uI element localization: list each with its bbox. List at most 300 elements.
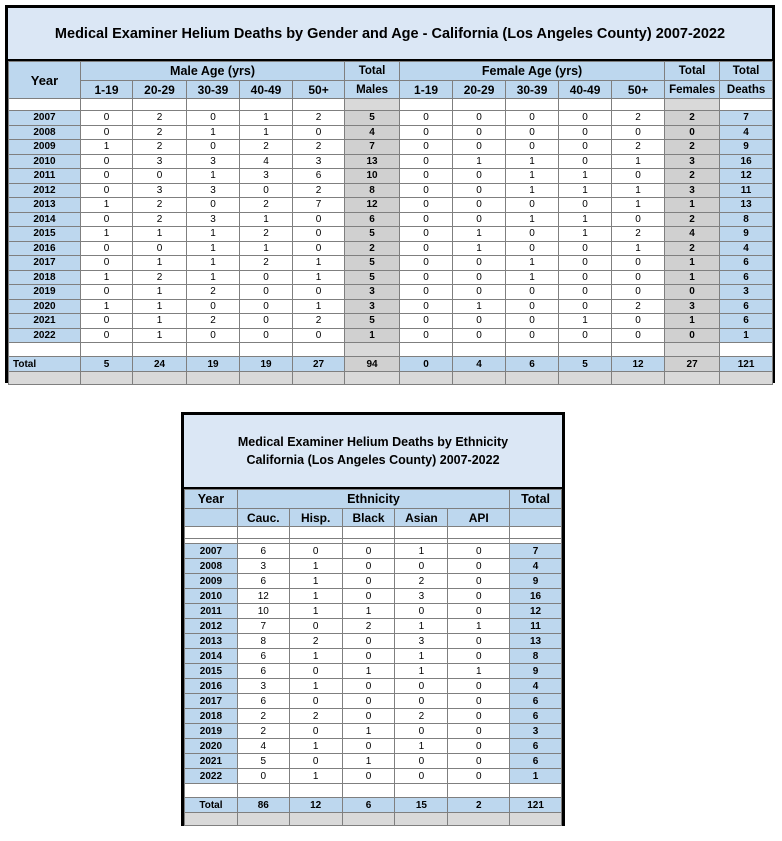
year-header: Year bbox=[9, 62, 81, 99]
female-value: 0 bbox=[400, 183, 453, 198]
ethnicity-value: 2 bbox=[237, 724, 289, 739]
male-value: 3 bbox=[187, 183, 240, 198]
male-value: 0 bbox=[133, 169, 187, 184]
female-age-band: 50+ bbox=[612, 81, 665, 99]
female-value: 0 bbox=[612, 169, 665, 184]
blank-cell bbox=[293, 99, 345, 111]
female-value: 0 bbox=[559, 125, 612, 140]
female-value: 0 bbox=[453, 314, 506, 329]
female-value: 0 bbox=[400, 227, 453, 242]
footer-cell bbox=[559, 372, 612, 385]
female-value: 0 bbox=[453, 111, 506, 126]
male-value: 2 bbox=[187, 314, 240, 329]
male-value: 0 bbox=[187, 140, 240, 155]
table-row bbox=[185, 589, 562, 604]
total-deaths-value: 11 bbox=[720, 183, 773, 198]
year-cell: 2017 bbox=[185, 694, 238, 709]
ethnicity-column-header: Cauc. bbox=[237, 509, 289, 527]
ethnicity-value: 0 bbox=[237, 769, 289, 784]
male-value: 0 bbox=[81, 125, 133, 140]
total-value: 6 bbox=[510, 709, 562, 724]
blank-cell bbox=[293, 343, 345, 357]
year-cell: 2015 bbox=[9, 227, 81, 242]
female-value: 0 bbox=[506, 314, 559, 329]
footer-row bbox=[9, 372, 773, 385]
footer-cell bbox=[342, 813, 395, 826]
male-value: 0 bbox=[81, 169, 133, 184]
ethnicity-value: 1 bbox=[395, 664, 448, 679]
male-total: 24 bbox=[133, 357, 187, 372]
female-value: 0 bbox=[506, 285, 559, 300]
male-value: 0 bbox=[293, 285, 345, 300]
total-females-value: 4 bbox=[665, 227, 720, 242]
female-value: 0 bbox=[400, 140, 453, 155]
total-deaths-value: 6 bbox=[720, 256, 773, 271]
male-value: 2 bbox=[293, 183, 345, 198]
blank-cell bbox=[345, 99, 400, 111]
blank-cell bbox=[133, 343, 187, 357]
ethnicity-value: 0 bbox=[342, 559, 395, 574]
totals-row bbox=[185, 798, 562, 813]
female-value: 0 bbox=[559, 140, 612, 155]
male-value: 1 bbox=[187, 169, 240, 184]
ethnicity-value: 6 bbox=[237, 544, 289, 559]
female-value: 0 bbox=[559, 285, 612, 300]
grand-total: 121 bbox=[510, 798, 562, 813]
male-value: 0 bbox=[240, 314, 293, 329]
total-deaths-value: 6 bbox=[720, 314, 773, 329]
ethnicity-value: 1 bbox=[342, 754, 395, 769]
female-value: 1 bbox=[506, 183, 559, 198]
ethnicity-value: 1 bbox=[289, 559, 342, 574]
female-total: 0 bbox=[400, 357, 453, 372]
ethnicity-value: 7 bbox=[237, 619, 289, 634]
total-deaths-sum: 121 bbox=[720, 357, 773, 372]
blank-cell bbox=[342, 527, 395, 539]
footer-cell bbox=[453, 372, 506, 385]
spacer-row bbox=[9, 99, 773, 111]
ethnicity-value: 0 bbox=[395, 559, 448, 574]
total-females-value: 0 bbox=[665, 285, 720, 300]
table-row bbox=[185, 619, 562, 634]
female-value: 1 bbox=[506, 169, 559, 184]
male-total: 19 bbox=[240, 357, 293, 372]
year-cell: 2015 bbox=[185, 664, 238, 679]
ethnicity-value: 8 bbox=[237, 634, 289, 649]
total-females-value: 1 bbox=[665, 256, 720, 271]
ethnicity-value: 1 bbox=[395, 619, 448, 634]
ethnicity-total: 86 bbox=[237, 798, 289, 813]
female-value: 0 bbox=[506, 241, 559, 256]
blank-cell bbox=[400, 343, 453, 357]
total-males-value: 5 bbox=[345, 270, 400, 285]
female-value: 0 bbox=[612, 270, 665, 285]
male-value: 4 bbox=[240, 154, 293, 169]
total-females-value: 0 bbox=[665, 125, 720, 140]
year-cell: 2008 bbox=[9, 125, 81, 140]
footer-cell bbox=[81, 372, 133, 385]
male-value: 2 bbox=[133, 270, 187, 285]
male-value: 2 bbox=[240, 227, 293, 242]
female-value: 1 bbox=[506, 154, 559, 169]
blank-cell bbox=[453, 99, 506, 111]
female-value: 0 bbox=[400, 241, 453, 256]
ethnicity-value: 12 bbox=[237, 589, 289, 604]
female-value: 0 bbox=[400, 328, 453, 343]
ethnicity-value: 0 bbox=[342, 709, 395, 724]
female-value: 0 bbox=[559, 270, 612, 285]
table-row bbox=[9, 256, 773, 271]
total-deaths-value: 12 bbox=[720, 169, 773, 184]
ethnicity-value: 3 bbox=[237, 679, 289, 694]
total-males-value: 5 bbox=[345, 314, 400, 329]
table-row bbox=[185, 649, 562, 664]
blank-cell bbox=[665, 99, 720, 111]
female-value: 0 bbox=[506, 125, 559, 140]
male-total: 5 bbox=[81, 357, 133, 372]
total-value: 11 bbox=[510, 619, 562, 634]
ethnicity-value: 0 bbox=[342, 589, 395, 604]
ethnicity-value: 0 bbox=[289, 754, 342, 769]
total-males-value: 4 bbox=[345, 125, 400, 140]
ethnicity-value: 0 bbox=[342, 634, 395, 649]
ethnicity-grid bbox=[184, 489, 562, 826]
ethnicity-column-header: Asian bbox=[395, 509, 448, 527]
total-deaths-header-line1: Total bbox=[720, 62, 773, 81]
ethnicity-value: 0 bbox=[342, 544, 395, 559]
female-value: 2 bbox=[612, 227, 665, 242]
year-cell: 2022 bbox=[185, 769, 238, 784]
blank-cell bbox=[720, 343, 773, 357]
ethnicity-table bbox=[181, 412, 565, 826]
year-cell: 2019 bbox=[9, 285, 81, 300]
blank-cell bbox=[342, 784, 395, 798]
footer-cell bbox=[240, 372, 293, 385]
female-value: 0 bbox=[506, 328, 559, 343]
male-value: 0 bbox=[240, 328, 293, 343]
footer-cell bbox=[510, 813, 562, 826]
total-males-value: 5 bbox=[345, 111, 400, 126]
year-cell: 2011 bbox=[9, 169, 81, 184]
ethnicity-value: 0 bbox=[448, 634, 510, 649]
total-males-value: 8 bbox=[345, 183, 400, 198]
ethnicity-value: 1 bbox=[448, 664, 510, 679]
table-row bbox=[185, 664, 562, 679]
male-value: 0 bbox=[293, 212, 345, 227]
female-value: 1 bbox=[453, 154, 506, 169]
total-females-value: 2 bbox=[665, 140, 720, 155]
total-value: 1 bbox=[510, 769, 562, 784]
male-value: 2 bbox=[133, 212, 187, 227]
blank-header bbox=[185, 509, 238, 527]
male-age-band: 30-39 bbox=[187, 81, 240, 99]
footer-cell bbox=[185, 813, 238, 826]
ethnicity-value: 0 bbox=[395, 679, 448, 694]
ethnicity-value: 3 bbox=[237, 559, 289, 574]
blank-cell bbox=[559, 99, 612, 111]
total-label: Total bbox=[9, 357, 81, 372]
male-value: 0 bbox=[240, 299, 293, 314]
male-value: 1 bbox=[293, 270, 345, 285]
ethnicity-value: 6 bbox=[237, 664, 289, 679]
year-cell: 2018 bbox=[9, 270, 81, 285]
total-females-value: 1 bbox=[665, 314, 720, 329]
footer-cell bbox=[345, 372, 400, 385]
female-value: 0 bbox=[400, 154, 453, 169]
female-value: 0 bbox=[453, 212, 506, 227]
male-value: 1 bbox=[240, 111, 293, 126]
total-deaths-header-line2: Deaths bbox=[720, 81, 773, 99]
table-row bbox=[9, 285, 773, 300]
table-row bbox=[9, 270, 773, 285]
male-age-band: 40-49 bbox=[240, 81, 293, 99]
female-value: 0 bbox=[506, 299, 559, 314]
male-value: 6 bbox=[293, 169, 345, 184]
male-value: 1 bbox=[133, 328, 187, 343]
t2-year-header: Year bbox=[185, 490, 238, 509]
female-value: 0 bbox=[559, 328, 612, 343]
total-value: 6 bbox=[510, 694, 562, 709]
ethnicity-total: 2 bbox=[448, 798, 510, 813]
female-value: 1 bbox=[559, 227, 612, 242]
table-row bbox=[9, 328, 773, 343]
total-value: 4 bbox=[510, 559, 562, 574]
year-cell: 2021 bbox=[9, 314, 81, 329]
male-value: 1 bbox=[133, 227, 187, 242]
female-value: 0 bbox=[453, 256, 506, 271]
year-cell: 2011 bbox=[185, 604, 238, 619]
table-row bbox=[9, 299, 773, 314]
footer-cell bbox=[395, 813, 448, 826]
blank-cell bbox=[448, 527, 510, 539]
male-value: 0 bbox=[187, 299, 240, 314]
table-row bbox=[185, 604, 562, 619]
ethnicity-header: Ethnicity bbox=[237, 490, 509, 509]
ethnicity-value: 1 bbox=[289, 679, 342, 694]
female-value: 0 bbox=[506, 111, 559, 126]
gender-age-table bbox=[5, 5, 775, 383]
male-value: 0 bbox=[81, 154, 133, 169]
blank-cell bbox=[240, 343, 293, 357]
ethnicity-value: 0 bbox=[395, 694, 448, 709]
table2-title-line2: California (Los Angeles County) 2007-2022 bbox=[246, 453, 500, 467]
male-value: 1 bbox=[81, 270, 133, 285]
t2-total-header: Total bbox=[510, 490, 562, 509]
ethnicity-total: 12 bbox=[289, 798, 342, 813]
ethnicity-value: 0 bbox=[289, 724, 342, 739]
total-deaths-value: 7 bbox=[720, 111, 773, 126]
total-value: 3 bbox=[510, 724, 562, 739]
ethnicity-value: 1 bbox=[289, 739, 342, 754]
female-value: 0 bbox=[453, 328, 506, 343]
year-cell: 2009 bbox=[185, 574, 238, 589]
year-cell: 2020 bbox=[9, 299, 81, 314]
table-row bbox=[185, 559, 562, 574]
female-age-band: 30-39 bbox=[506, 81, 559, 99]
female-value: 0 bbox=[559, 198, 612, 213]
year-cell: 2014 bbox=[9, 212, 81, 227]
ethnicity-value: 1 bbox=[289, 574, 342, 589]
blank-cell bbox=[345, 343, 400, 357]
year-cell: 2007 bbox=[185, 544, 238, 559]
ethnicity-value: 1 bbox=[395, 649, 448, 664]
ethnicity-value: 0 bbox=[395, 769, 448, 784]
table-row bbox=[185, 769, 562, 784]
ethnicity-value: 0 bbox=[448, 754, 510, 769]
female-value: 1 bbox=[506, 256, 559, 271]
female-value: 0 bbox=[559, 111, 612, 126]
table-row bbox=[185, 544, 562, 559]
blank-cell bbox=[81, 99, 133, 111]
ethnicity-value: 0 bbox=[448, 544, 510, 559]
total-deaths-value: 13 bbox=[720, 198, 773, 213]
total-females-value: 3 bbox=[665, 299, 720, 314]
total-value: 9 bbox=[510, 574, 562, 589]
table2-title bbox=[184, 415, 562, 489]
ethnicity-value: 0 bbox=[342, 694, 395, 709]
year-cell: 2016 bbox=[9, 241, 81, 256]
total-females-value: 3 bbox=[665, 154, 720, 169]
year-cell: 2019 bbox=[185, 724, 238, 739]
footer-cell bbox=[293, 372, 345, 385]
table-row bbox=[9, 227, 773, 242]
year-cell: 2021 bbox=[185, 754, 238, 769]
male-value: 0 bbox=[81, 256, 133, 271]
ethnicity-value: 0 bbox=[395, 604, 448, 619]
blank-cell bbox=[185, 784, 238, 798]
blank-cell bbox=[720, 99, 773, 111]
blank-cell bbox=[510, 527, 562, 539]
blank-cell bbox=[81, 343, 133, 357]
male-value: 1 bbox=[187, 125, 240, 140]
table-row bbox=[185, 694, 562, 709]
year-cell: 2008 bbox=[185, 559, 238, 574]
ethnicity-value: 1 bbox=[395, 544, 448, 559]
female-value: 0 bbox=[612, 256, 665, 271]
ethnicity-value: 6 bbox=[237, 694, 289, 709]
total-females-value: 2 bbox=[665, 169, 720, 184]
blank-cell bbox=[448, 784, 510, 798]
female-value: 0 bbox=[453, 169, 506, 184]
male-age-header: Male Age (yrs) bbox=[81, 62, 345, 81]
female-value: 0 bbox=[400, 270, 453, 285]
ethnicity-value: 0 bbox=[342, 679, 395, 694]
total-males-value: 5 bbox=[345, 256, 400, 271]
total-deaths-value: 4 bbox=[720, 241, 773, 256]
blank-cell bbox=[289, 784, 342, 798]
blank-cell bbox=[612, 343, 665, 357]
female-value: 1 bbox=[453, 241, 506, 256]
footer-cell bbox=[612, 372, 665, 385]
female-value: 1 bbox=[559, 183, 612, 198]
total-males-value: 2 bbox=[345, 241, 400, 256]
female-value: 1 bbox=[453, 227, 506, 242]
ethnicity-value: 4 bbox=[237, 739, 289, 754]
female-value: 0 bbox=[612, 285, 665, 300]
male-value: 3 bbox=[293, 154, 345, 169]
ethnicity-value: 1 bbox=[289, 769, 342, 784]
male-value: 3 bbox=[187, 212, 240, 227]
ethnicity-value: 0 bbox=[448, 739, 510, 754]
total-males-value: 13 bbox=[345, 154, 400, 169]
male-age-band: 20-29 bbox=[133, 81, 187, 99]
table-row bbox=[9, 212, 773, 227]
total-value: 4 bbox=[510, 679, 562, 694]
footer-cell bbox=[237, 813, 289, 826]
footer-row bbox=[185, 813, 562, 826]
ethnicity-value: 2 bbox=[395, 574, 448, 589]
male-value: 3 bbox=[187, 154, 240, 169]
female-value: 0 bbox=[559, 241, 612, 256]
male-value: 2 bbox=[240, 140, 293, 155]
year-cell: 2012 bbox=[9, 183, 81, 198]
male-value: 3 bbox=[240, 169, 293, 184]
total-deaths-value: 9 bbox=[720, 227, 773, 242]
female-total: 5 bbox=[559, 357, 612, 372]
ethnicity-column-header: Hisp. bbox=[289, 509, 342, 527]
male-value: 1 bbox=[133, 285, 187, 300]
ethnicity-value: 0 bbox=[448, 694, 510, 709]
female-value: 0 bbox=[453, 198, 506, 213]
total-females-value: 3 bbox=[665, 183, 720, 198]
blank-cell bbox=[506, 343, 559, 357]
footer-cell bbox=[9, 372, 81, 385]
spacer-row bbox=[185, 527, 562, 539]
male-value: 0 bbox=[240, 183, 293, 198]
male-value: 0 bbox=[133, 241, 187, 256]
male-value: 1 bbox=[187, 241, 240, 256]
footer-cell bbox=[506, 372, 559, 385]
female-value: 0 bbox=[400, 256, 453, 271]
female-value: 2 bbox=[612, 140, 665, 155]
female-value: 0 bbox=[400, 299, 453, 314]
ethnicity-value: 6 bbox=[237, 649, 289, 664]
male-value: 0 bbox=[81, 241, 133, 256]
female-value: 1 bbox=[612, 241, 665, 256]
total-males-value: 3 bbox=[345, 285, 400, 300]
total-females-value: 2 bbox=[665, 212, 720, 227]
total-males-value: 6 bbox=[345, 212, 400, 227]
table2-title-line1: Medical Examiner Helium Deaths by Ethnicity bbox=[237, 435, 509, 449]
ethnicity-value: 0 bbox=[448, 574, 510, 589]
male-value: 1 bbox=[187, 227, 240, 242]
blank-cell bbox=[185, 527, 238, 539]
total-males-header-line1: Total bbox=[345, 62, 400, 81]
male-value: 1 bbox=[293, 256, 345, 271]
female-value: 0 bbox=[612, 125, 665, 140]
blank-cell bbox=[237, 527, 289, 539]
female-value: 2 bbox=[612, 299, 665, 314]
total-females-header-line1: Total bbox=[665, 62, 720, 81]
table-row bbox=[9, 111, 773, 126]
total-males-value: 12 bbox=[345, 198, 400, 213]
male-value: 1 bbox=[81, 140, 133, 155]
footer-cell bbox=[187, 372, 240, 385]
ethnicity-value: 1 bbox=[289, 604, 342, 619]
blank-cell bbox=[510, 784, 562, 798]
ethnicity-value: 2 bbox=[395, 709, 448, 724]
male-total: 19 bbox=[187, 357, 240, 372]
ethnicity-value: 0 bbox=[448, 589, 510, 604]
female-value: 1 bbox=[559, 314, 612, 329]
total-females-header-line2: Females bbox=[665, 81, 720, 99]
ethnicity-value: 1 bbox=[289, 649, 342, 664]
male-value: 2 bbox=[133, 140, 187, 155]
total-males-value: 7 bbox=[345, 140, 400, 155]
male-value: 2 bbox=[293, 314, 345, 329]
male-value: 2 bbox=[240, 198, 293, 213]
total-value: 9 bbox=[510, 664, 562, 679]
